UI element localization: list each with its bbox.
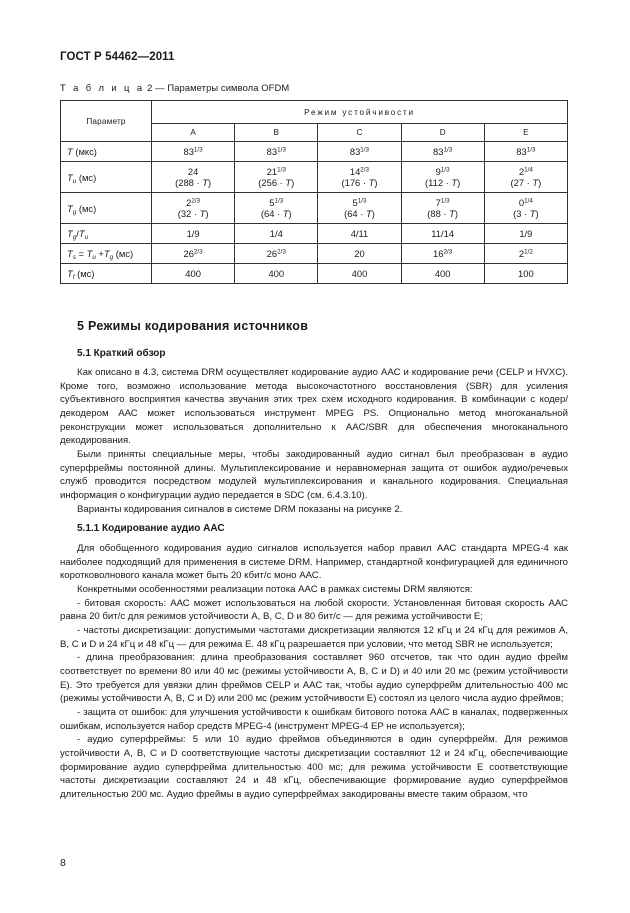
paragraph: Как описано в 4.3, система DRM осуществляет кодирование аудио ААС и кодирование речи (CELP и HVXC). Кроме того, возможно использование метода высокочастотного восстановления (SBR) для усиления субъективного восприятия качества звучания этих трех схем исходного кодирования. В комбинации с кодер/декодером ААС может использоваться инструмент MPEG PS. Опционально метод многоканальной реконструкции может использоваться дополнительно к AAC/SBR для обеспечения многоканального декодирования. xyxy=(60,367,568,447)
paragraph: Для обобщенного кодирования аудио сигналов используется набор правил ААС стандарта MPEG-4 как наиболее подходящий для применения в системе DRM. Например, стандартной конфигурацией для единичного коротковолнового канала может быть 20 кбит/с моно ААС. xyxy=(60,543,568,582)
table-caption-text: 2 — Параметры символа OFDM xyxy=(147,82,290,93)
section-5-1-body xyxy=(60,366,568,516)
table-cell: $7^{1/3}$ (88 · T) xyxy=(401,193,484,224)
table-cell: $83^{1/3}$ xyxy=(401,142,484,162)
mode-column-a: A xyxy=(152,124,235,142)
table-cell: $16^{2/3}$ xyxy=(401,244,484,264)
table-cell: 100 xyxy=(484,264,567,284)
table-header-mode: Режим устойчивости xyxy=(152,101,568,124)
paragraph: Конкретными особенностями реализации потока ААС в рамках системы DRM являются: xyxy=(77,583,473,595)
section-5-1-1-heading: 5.1.1 Кодирование аудио ААС xyxy=(77,523,225,534)
table-row-t xyxy=(61,142,568,162)
table-cell: 400 xyxy=(152,264,235,284)
table-row-ts xyxy=(61,244,568,264)
table-cell: 1/9 xyxy=(152,224,235,244)
table-row-tf xyxy=(61,264,568,284)
table-cell: 1/9 xyxy=(484,224,567,244)
table-cell: $9^{1/3}$ (112 · T) xyxy=(401,162,484,193)
standard-header: ГОСТ Р 54462—2011 xyxy=(60,51,175,63)
table-cell: $2^{1/2}$ xyxy=(484,244,567,264)
table-cell: $26^{2/3}$ xyxy=(235,244,318,264)
mode-column-b: B xyxy=(235,124,318,142)
table-cell: $83^{1/3}$ xyxy=(235,142,318,162)
paragraph: - аудио суперфреймы: 5 или 10 аудио фреймов объединяются в один суперфрейм. Для режимов устойчивости A, B, C и D соответствующие частоты дискретизации составляют 12 и 24 кГц, обеспечивающие формирование аудио суперфрейма длительностью 400 мс; для режима устойчивости Е соответствующие частоты дискретизации составляют 24 и 48 кГц, обеспечивающие формирование аудио суперфреймов длительностью 200 мс. Аудио фреймы в аудио суперфреймах закодированы вместе таким образом, что xyxy=(60,734,568,800)
table-cell: 4/11 xyxy=(318,224,401,244)
table-cell: $0^{1/4}$ (3 · T) xyxy=(484,193,567,224)
table-cell: 1/4 xyxy=(235,224,318,244)
section-5-heading: 5 Режимы кодирования источников xyxy=(77,319,309,333)
table-caption-prefix: Т а б л и ц а xyxy=(60,82,145,93)
mode-column-e: E xyxy=(484,124,567,142)
paragraph: - защита от ошибок: для улучшения устойчивости к ошибкам битового потока ААС в каналах, подверженных ошибкам, используется набор средств MPEG-4 (инструмент MPEG-4 EP не используется); xyxy=(60,706,568,732)
table-cell: $5^{1/3}$ (64 · T) xyxy=(235,193,318,224)
row-label-tf: $T_f$ (мс) xyxy=(61,264,152,284)
table-cell: $2^{1/4}$ (27 · T) xyxy=(484,162,567,193)
page-number: 8 xyxy=(60,857,66,869)
table-row-tg xyxy=(61,193,568,224)
table-cell: 400 xyxy=(235,264,318,284)
table-cell: $83^{1/3}$ xyxy=(318,142,401,162)
table-cell: $21^{1/3}$ (256 · T) xyxy=(235,162,318,193)
table-cell: $5^{1/3}$ (64 · T) xyxy=(318,193,401,224)
ofdm-parameters-table xyxy=(60,100,568,284)
row-label-ts: $T_s = T_u +T_g$ (мс) xyxy=(61,244,152,264)
mode-column-c: C xyxy=(318,124,401,142)
table-cell: 20 xyxy=(318,244,401,264)
table-cell: $83^{1/3}$ xyxy=(484,142,567,162)
paragraph: - битовая скорость: ААС может использоваться на любой скорости. Установленная битовая скорость ААС равна 20 бит/с для режимов устойчивости A, B, C, D и 80 бит/с — для режима устойчивости Е; xyxy=(60,597,568,623)
row-label-t: T (мкс) xyxy=(61,142,152,162)
table-cell: $26^{2/3}$ xyxy=(152,244,235,264)
section-5-1-1-body xyxy=(60,542,568,801)
row-label-tu: $T_u$ (мс) xyxy=(61,162,152,193)
table-cell: $83^{1/3}$ xyxy=(152,142,235,162)
table-cell: $14^{2/3}$ (176 · T) xyxy=(318,162,401,193)
section-5-1-heading: 5.1 Краткий обзор xyxy=(77,348,166,359)
paragraph: Были приняты специальные меры, чтобы закодированный аудио сигнал был преобразован в аудио суперфреймы постоянной длины. Мультиплексирование и неравномерная защита от ошибок аудио/речевых служб проводится посредством модулей мультиплексирования и канального кодирования. Специальная информация о конфигурации аудио передается в SDC (см. 6.4.3.10). xyxy=(60,448,568,501)
table-cell: 11/14 xyxy=(401,224,484,244)
paragraph: - частоты дискретизации: допустимыми частотами дискретизации являются 12 кГц и 24 кГц для режимов A, B, C и D и 24 кГц и 48 кГц — для режима Е. 48 кГц разрешается при условии, что метод SBR не используется; xyxy=(60,624,568,650)
paragraph: - длина преобразования: длина преобразования составляет 960 отсчетов, так что один аудио фрейм соответствует по времени 80 или 40 мс (режимы устойчивости A, B, C и D) и 40 или 20 мс (режим устойчивости Е). Это требуется для увязки длин фреймов CELP и ААС так, чтобы аудио суперфрейм длительностью 400 мс (режимы устойчивости A, B, C и D) или 200 мс (режим устойчивости Е) состоял из целого числа аудио фреймов; xyxy=(60,652,568,705)
table-cell: $2^{2/3}$ (32 · T) xyxy=(152,193,235,224)
table-row-tu xyxy=(61,162,568,193)
table-cell: 400 xyxy=(318,264,401,284)
table-header-parameter: Параметр xyxy=(61,101,152,142)
table-row-ratio xyxy=(61,224,568,244)
paragraph: Варианты кодирования сигналов в системе DRM показаны на рисунке 2. xyxy=(77,503,403,515)
table-caption xyxy=(60,82,289,93)
table-cell: 400 xyxy=(401,264,484,284)
table-cell: 24 (288 · T) xyxy=(152,162,235,193)
row-label-tg: $T_g$ (мс) xyxy=(61,193,152,224)
row-label-ratio: $T_g/T_u$ xyxy=(61,224,152,244)
mode-column-d: D xyxy=(401,124,484,142)
